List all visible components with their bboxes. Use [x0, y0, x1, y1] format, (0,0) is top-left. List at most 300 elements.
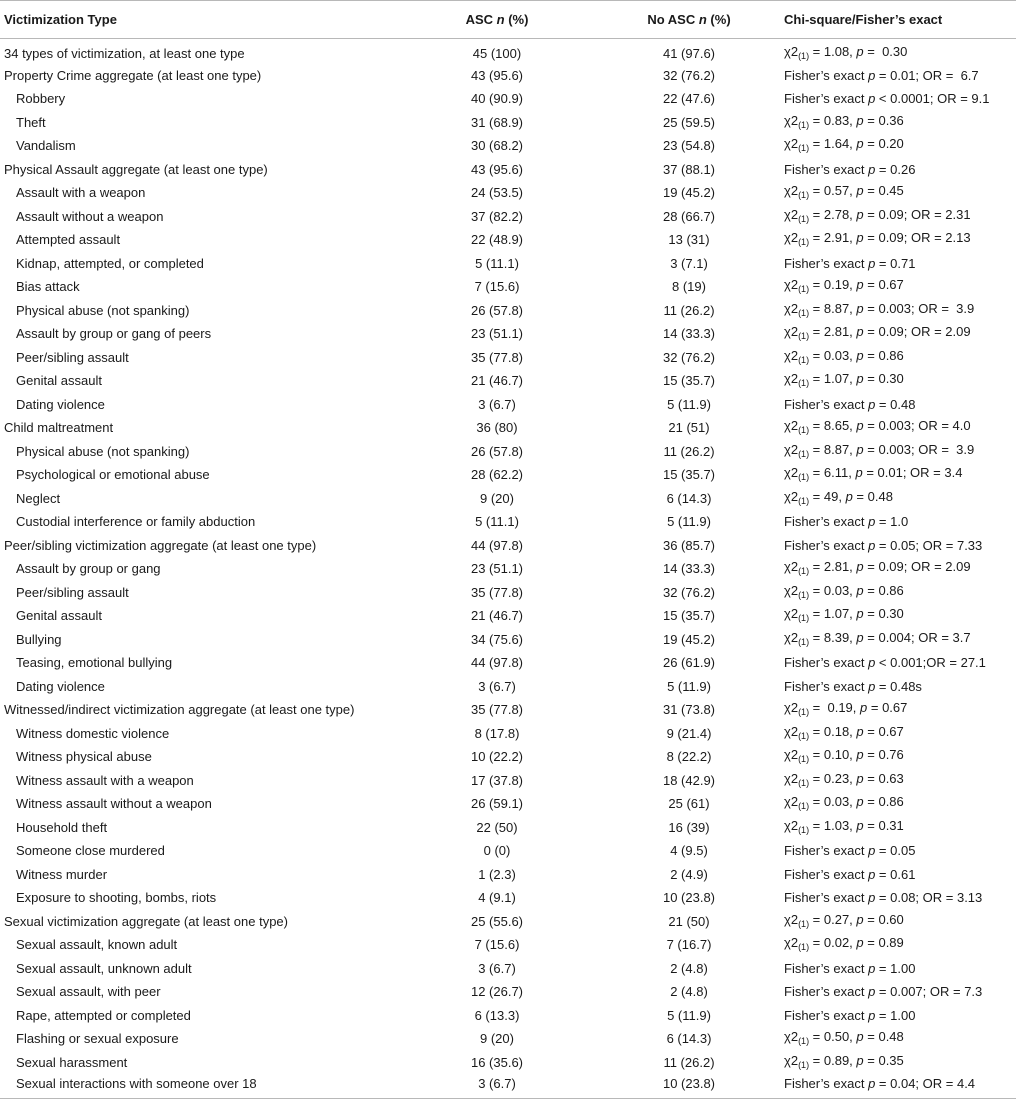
row-label-subtype: Attempted assault — [16, 232, 121, 248]
row-label-subtype: Theft — [16, 114, 46, 130]
cell-asc: 43 (95.6) — [470, 67, 524, 83]
row-label-subtype: Household theft — [16, 819, 108, 835]
p-symbol: p — [856, 324, 864, 340]
chi-square-symbol: χ2 — [784, 183, 799, 199]
p-symbol: p — [856, 418, 864, 434]
p-symbol: p — [868, 67, 876, 83]
table-row — [0, 182, 1016, 206]
cell-asc: 45 (100) — [472, 46, 522, 61]
p-symbol: p — [856, 794, 864, 810]
chi-square-symbol: χ2 — [784, 559, 799, 575]
cell-no-asc: 5 (11.9) — [667, 396, 711, 412]
p-value: = 0.003; OR = 3.9 — [867, 300, 975, 316]
cell-no-asc: 15 (35.7) — [662, 373, 716, 389]
cell-no-asc: 18 (42.9) — [662, 772, 716, 788]
row-label-subtype: Vandalism — [16, 138, 76, 154]
chi-square-value: = 1.08, — [809, 44, 857, 59]
cell-no-asc: 7 (16.7) — [666, 937, 712, 953]
header-no-asc — [596, 1, 782, 39]
p-symbol: p — [868, 890, 876, 906]
cell-no-asc: 16 (39) — [668, 819, 710, 835]
cell-statistic — [782, 769, 1016, 793]
cell-statistic — [782, 440, 1016, 464]
cell-asc: 25 (55.6) — [470, 913, 524, 929]
cell-statistic — [782, 1004, 1016, 1028]
chi-square-value: = 2.78, — [809, 206, 857, 222]
p-value: = 0.45 — [867, 183, 904, 199]
cell-no-asc: 14 (33.3) — [662, 326, 716, 342]
chi-square-symbol: χ2 — [784, 723, 799, 739]
row-label-subtype: Rape, attempted or completed — [16, 1007, 191, 1023]
chi-square-value: = 2.81, — [809, 324, 857, 340]
fisher-label: Fisher’s exact — [784, 396, 869, 412]
degrees-of-freedom: (1) — [798, 143, 810, 154]
row-label-subtype: Witness physical abuse — [16, 749, 152, 765]
chi-square-value: = 8.39, — [809, 629, 857, 645]
p-symbol: p — [856, 1052, 864, 1068]
fisher-label: Fisher’s exact — [784, 1076, 869, 1091]
p-value: = 1.00 — [878, 1007, 916, 1023]
fisher-label: Fisher’s exact — [784, 1007, 869, 1023]
cell-asc: 7 (15.6) — [474, 937, 520, 953]
header-noasc-n: n — [698, 12, 707, 27]
row-label-subtype: Assault by group or gang of peers — [16, 326, 212, 342]
cell-no-asc: 5 (11.9) — [667, 678, 711, 694]
chi-square-symbol: χ2 — [784, 44, 799, 59]
table-row — [0, 393, 1016, 417]
degrees-of-freedom: (1) — [798, 284, 810, 295]
row-label-aggregate: Physical Assault aggregate (at least one type) — [4, 161, 268, 177]
fisher-label: Fisher’s exact — [784, 67, 869, 83]
fisher-label: Fisher’s exact — [784, 843, 869, 859]
degrees-of-freedom: (1) — [798, 307, 810, 318]
table-row — [0, 1004, 1016, 1028]
p-value: = 0.01; OR = 3.4 — [866, 465, 963, 481]
chi-square-symbol: χ2 — [784, 582, 799, 598]
cell-asc: 1 (2.3) — [478, 866, 516, 882]
p-symbol: p — [856, 911, 864, 927]
cell-no-asc: 15 (35.7) — [662, 467, 716, 483]
row-label-subtype: Assault by group or gang — [16, 561, 161, 577]
cell-asc: 43 (95.6) — [470, 161, 524, 177]
p-symbol: p — [856, 629, 864, 645]
chi-square-symbol: χ2 — [784, 136, 799, 152]
p-value: = 0.09; OR = 2.09 — [867, 324, 971, 340]
row-label-subtype: Teasing, emotional bullying — [16, 655, 173, 671]
table-row — [0, 887, 1016, 911]
cell-statistic — [782, 182, 1016, 206]
header-noasc-suffix: (%) — [706, 12, 731, 27]
chi-square-value: = 0.57, — [809, 183, 857, 199]
p-value: = 0.05; OR = 7.33 — [878, 537, 983, 553]
cell-asc: 3 (6.7) — [478, 396, 516, 412]
cell-no-asc: 14 (33.3) — [662, 561, 716, 577]
cell-statistic — [782, 558, 1016, 582]
table-row — [0, 652, 1016, 676]
p-value: = 0.20 — [867, 136, 904, 152]
p-value: = 0.30 — [867, 606, 904, 622]
cell-statistic — [782, 252, 1016, 276]
cell-no-asc: 19 (45.2) — [662, 631, 716, 647]
row-label-subtype: Genital assault — [16, 608, 102, 624]
row-label-subtype: Sexual interactions with someone over 18 — [0, 1075, 398, 1099]
cell-asc: 12 (26.7) — [470, 984, 524, 1000]
cell-no-asc: 32 (76.2) — [662, 67, 716, 83]
p-value: < 0.0001; OR = 9.1 — [878, 91, 990, 107]
cell-statistic — [782, 464, 1016, 488]
p-value: = 0.31 — [867, 817, 904, 833]
cell-statistic — [782, 64, 1016, 88]
degrees-of-freedom: (1) — [798, 213, 810, 224]
cell-statistic — [782, 229, 1016, 253]
cell-no-asc: 8 (22.2) — [666, 749, 712, 765]
cell-statistic — [782, 88, 1016, 112]
chi-square-value: = 8.87, — [809, 441, 857, 457]
cell-asc: 5 (11.1) — [475, 255, 519, 271]
fisher-label: Fisher’s exact — [784, 890, 869, 906]
cell-asc: 5 (11.1) — [475, 514, 519, 530]
cell-statistic — [782, 793, 1016, 817]
cell-no-asc: 23 (54.8) — [662, 138, 716, 154]
cell-statistic — [782, 722, 1016, 746]
row-label-subtype: Neglect — [16, 490, 61, 506]
p-symbol: p — [856, 747, 864, 763]
cell-statistic — [782, 887, 1016, 911]
cell-statistic — [782, 746, 1016, 770]
cell-no-asc: 4 (9.5) — [670, 843, 708, 859]
p-value: = 0.48 — [878, 396, 916, 412]
degrees-of-freedom: (1) — [798, 51, 810, 61]
cell-statistic — [782, 1051, 1016, 1075]
degrees-of-freedom: (1) — [798, 354, 810, 365]
cell-statistic — [782, 370, 1016, 394]
chi-square-symbol: χ2 — [784, 206, 799, 222]
cell-statistic — [782, 511, 1016, 535]
cell-asc: 26 (59.1) — [470, 796, 524, 812]
cell-no-asc: 2 (4.8) — [670, 960, 708, 976]
table-row — [0, 1028, 1016, 1052]
p-value: = 0.86 — [867, 347, 904, 363]
chi-square-symbol: χ2 — [784, 347, 799, 363]
table-row — [0, 581, 1016, 605]
cell-statistic — [782, 840, 1016, 864]
table-row — [0, 440, 1016, 464]
fisher-label: Fisher’s exact — [784, 984, 869, 1000]
p-symbol: p — [856, 206, 864, 222]
cell-statistic — [782, 393, 1016, 417]
chi-square-value: = 0.03, — [809, 582, 857, 598]
p-symbol: p — [856, 723, 864, 739]
p-value: = 1.00 — [878, 960, 916, 976]
table-row — [0, 840, 1016, 864]
cell-asc: 34 (75.6) — [470, 631, 524, 647]
p-symbol: p — [856, 136, 864, 152]
cell-asc: 40 (90.9) — [470, 91, 524, 107]
p-symbol: p — [856, 112, 864, 128]
cell-no-asc: 32 (76.2) — [662, 349, 716, 365]
cell-no-asc: 36 (85.7) — [662, 537, 716, 553]
chi-square-symbol: χ2 — [784, 277, 799, 293]
p-symbol: p — [856, 347, 864, 363]
cell-no-asc: 11 (26.2) — [663, 1054, 715, 1070]
cell-statistic — [782, 487, 1016, 511]
p-symbol: p — [856, 559, 864, 575]
row-label-subtype: Bullying — [16, 631, 62, 647]
cell-statistic — [782, 675, 1016, 699]
p-symbol: p — [856, 817, 864, 833]
p-value: = 0.67 — [867, 277, 904, 293]
chi-square-symbol: χ2 — [784, 300, 799, 316]
chi-square-symbol: χ2 — [784, 418, 799, 434]
degrees-of-freedom: (1) — [798, 119, 810, 130]
p-symbol: p — [856, 582, 864, 598]
p-value: = 0.89 — [867, 935, 904, 951]
cell-statistic — [782, 111, 1016, 135]
cell-statistic — [782, 957, 1016, 981]
cell-statistic — [782, 1028, 1016, 1052]
cell-asc: 10 (22.2) — [470, 749, 524, 765]
degrees-of-freedom: (1) — [798, 566, 810, 577]
fisher-label: Fisher’s exact — [784, 655, 869, 671]
chi-square-value: = 1.07, — [809, 371, 857, 387]
chi-square-symbol: χ2 — [784, 935, 799, 951]
header-asc-prefix: ASC — [465, 12, 497, 27]
p-value: = 0.09; OR = 2.13 — [867, 230, 971, 246]
p-value: = 0.09; OR = 2.31 — [867, 206, 971, 222]
cell-statistic — [782, 534, 1016, 558]
row-label-subtype: Witness assault without a weapon — [16, 796, 212, 812]
p-value: = 0.71 — [878, 255, 916, 271]
table-row — [0, 135, 1016, 159]
p-value: = 0.09; OR = 2.09 — [867, 559, 971, 575]
chi-square-symbol: χ2 — [784, 700, 799, 716]
p-value: = 0.007; OR = 7.3 — [878, 984, 983, 1000]
chi-square-symbol: χ2 — [784, 1052, 799, 1068]
table-row — [0, 1075, 1016, 1099]
row-label-subtype: Psychological or emotional abuse — [16, 467, 210, 483]
cell-no-asc: 10 (23.8) — [596, 1075, 782, 1099]
chi-square-value: = 1.07, — [809, 606, 857, 622]
cell-asc: 9 (20) — [480, 490, 514, 506]
degrees-of-freedom: (1) — [798, 472, 810, 483]
p-value: = 0.67 — [867, 723, 904, 739]
row-label-subtype: Bias attack — [16, 279, 80, 295]
table-row — [0, 276, 1016, 300]
p-symbol: p — [856, 230, 864, 246]
degrees-of-freedom: (1) — [798, 495, 810, 506]
degrees-of-freedom: (1) — [798, 448, 810, 459]
cell-no-asc: 8 (19) — [672, 279, 706, 295]
p-symbol: p — [868, 678, 876, 694]
table-row — [0, 934, 1016, 958]
header-row — [0, 1, 1016, 39]
chi-square-symbol: χ2 — [784, 747, 799, 763]
degrees-of-freedom: (1) — [798, 1059, 810, 1070]
row-label-subtype: Sexual harassment — [16, 1054, 128, 1070]
table-row — [0, 722, 1016, 746]
cell-no-asc: 41 (97.6) — [662, 46, 716, 61]
table-row — [0, 558, 1016, 582]
p-symbol: p — [868, 866, 876, 882]
p-value: = 0.30 — [867, 371, 904, 387]
cell-statistic — [782, 910, 1016, 934]
row-label-subtype: Kidnap, attempted, or completed — [16, 255, 204, 271]
cell-asc: 44 (97.8) — [470, 537, 524, 553]
cell-asc: 23 (51.1) — [470, 326, 524, 342]
row-label-subtype: Dating violence — [16, 678, 105, 694]
fisher-label: Fisher’s exact — [784, 866, 869, 882]
degrees-of-freedom: (1) — [798, 589, 810, 600]
row-label-subtype: Witness domestic violence — [16, 725, 170, 741]
cell-statistic — [782, 299, 1016, 323]
chi-square-value: = 49, — [809, 488, 846, 504]
fisher-label: Fisher’s exact — [784, 537, 869, 553]
cell-no-asc: 28 (66.7) — [662, 208, 716, 224]
cell-no-asc: 22 (47.6) — [662, 91, 716, 107]
row-label-aggregate: Witnessed/indirect victimization aggregate (at least one type) — [4, 702, 355, 718]
p-symbol: p — [856, 44, 864, 59]
cell-asc: 23 (51.1) — [470, 561, 524, 577]
table-row — [0, 88, 1016, 112]
cell-no-asc: 15 (35.7) — [662, 608, 716, 624]
cell-statistic — [782, 205, 1016, 229]
cell-no-asc: 21 (50) — [668, 913, 710, 929]
table-body — [0, 39, 1016, 1099]
cell-no-asc: 6 (14.3) — [666, 490, 712, 506]
table-row — [0, 299, 1016, 323]
p-symbol: p — [856, 1029, 864, 1045]
p-symbol: p — [856, 441, 864, 457]
chi-square-symbol: χ2 — [784, 794, 799, 810]
p-symbol: p — [856, 606, 864, 622]
table-row — [0, 346, 1016, 370]
cell-statistic — [782, 581, 1016, 605]
table-row — [0, 487, 1016, 511]
row-label-subtype: Flashing or sexual exposure — [16, 1031, 179, 1047]
cell-statistic — [782, 628, 1016, 652]
cell-no-asc: 31 (73.8) — [662, 702, 716, 718]
table-row — [0, 1051, 1016, 1075]
row-label-subtype: Witness murder — [16, 866, 108, 882]
cell-statistic — [782, 346, 1016, 370]
header-asc-n: n — [496, 12, 505, 27]
p-value: = 0.30 — [867, 44, 908, 59]
row-label-subtype: Someone close murdered — [16, 843, 165, 859]
chi-square-value: = 2.91, — [809, 230, 857, 246]
cell-no-asc: 37 (88.1) — [662, 161, 716, 177]
chi-square-value: = 0.03, — [809, 347, 857, 363]
chi-square-symbol: χ2 — [784, 1029, 799, 1045]
cell-asc: 21 (46.7) — [470, 373, 524, 389]
p-symbol: p — [845, 488, 853, 504]
cell-asc: 21 (46.7) — [470, 608, 524, 624]
degrees-of-freedom: (1) — [798, 190, 810, 201]
p-value: < 0.001;OR = 27.1 — [878, 655, 986, 671]
cell-asc: 36 (80) — [476, 420, 518, 436]
p-symbol: p — [856, 183, 864, 199]
p-value: = 0.63 — [867, 770, 904, 786]
cell-statistic — [782, 323, 1016, 347]
chi-square-symbol: χ2 — [784, 629, 799, 645]
row-label-subtype: Sexual assault, unknown adult — [16, 960, 192, 976]
cell-no-asc: 6 (14.3) — [666, 1031, 712, 1047]
chi-square-value: = 2.81, — [809, 559, 857, 575]
row-label-subtype: Sexual assault, known adult — [16, 937, 178, 953]
table-row — [0, 39, 1016, 65]
p-value: = 0.48s — [878, 678, 922, 694]
p-value: = 0.60 — [867, 911, 904, 927]
chi-square-value: = 8.87, — [809, 300, 857, 316]
cell-asc: 9 (20) — [480, 1031, 514, 1047]
chi-square-symbol: χ2 — [784, 230, 799, 246]
cell-statistic — [782, 135, 1016, 159]
table-row — [0, 511, 1016, 535]
cell-statistic — [782, 816, 1016, 840]
chi-square-value: = 1.64, — [809, 136, 857, 152]
chi-square-symbol: χ2 — [784, 770, 799, 786]
cell-statistic — [782, 605, 1016, 629]
cell-asc: 35 (77.8) — [470, 349, 524, 365]
p-value: = 0.003; OR = 4.0 — [867, 418, 971, 434]
table-row — [0, 323, 1016, 347]
cell-statistic — [782, 863, 1016, 887]
p-value: = 0.04; OR = 4.4 — [878, 1076, 976, 1091]
cell-asc: 35 (77.8) — [470, 702, 524, 718]
chi-square-value: = 0.10, — [809, 747, 857, 763]
p-value: = 0.48 — [856, 488, 893, 504]
cell-asc: 8 (17.8) — [474, 725, 520, 741]
fisher-label: Fisher’s exact — [784, 514, 869, 530]
table-row — [0, 205, 1016, 229]
degrees-of-freedom: (1) — [798, 1036, 810, 1047]
cell-asc: 26 (57.8) — [470, 443, 524, 459]
chi-square-symbol: χ2 — [784, 488, 799, 504]
header-statistic: Chi-square/Fisher’s exact — [782, 1, 1016, 39]
cell-asc: 26 (57.8) — [470, 302, 524, 318]
cell-no-asc: 5 (11.9) — [667, 1007, 711, 1023]
p-symbol: p — [856, 935, 864, 951]
degrees-of-freedom: (1) — [798, 730, 810, 741]
table-row — [0, 605, 1016, 629]
fisher-label: Fisher’s exact — [784, 91, 869, 107]
row-label-aggregate: Property Crime aggregate (at least one type) — [4, 67, 262, 83]
row-label-subtype: Assault without a weapon — [16, 208, 164, 224]
p-symbol: p — [856, 277, 864, 293]
header-victimization-type: Victimization Type — [0, 1, 398, 39]
p-value: = 0.86 — [867, 582, 904, 598]
cell-asc: 22 (48.9) — [470, 232, 524, 248]
chi-square-symbol: χ2 — [784, 911, 799, 927]
p-value: = 1.0 — [878, 514, 909, 530]
p-value: = 0.61 — [878, 866, 916, 882]
p-symbol: p — [868, 1007, 876, 1023]
p-symbol: p — [856, 770, 864, 786]
cell-asc: 17 (37.8) — [470, 772, 524, 788]
fisher-label: Fisher’s exact — [784, 255, 869, 271]
cell-asc: 7 (15.6) — [474, 279, 520, 295]
row-label-subtype: Sexual assault, with peer — [16, 984, 161, 1000]
cell-no-asc: 25 (61) — [668, 796, 710, 812]
cell-statistic — [782, 417, 1016, 441]
p-value: = 0.76 — [867, 747, 904, 763]
cell-no-asc: 26 (61.9) — [662, 655, 716, 671]
table-row — [0, 158, 1016, 182]
degrees-of-freedom: (1) — [798, 942, 810, 953]
chi-square-symbol: χ2 — [784, 606, 799, 622]
p-symbol: p — [868, 91, 876, 107]
degrees-of-freedom: (1) — [798, 918, 810, 929]
p-symbol: p — [856, 300, 864, 316]
